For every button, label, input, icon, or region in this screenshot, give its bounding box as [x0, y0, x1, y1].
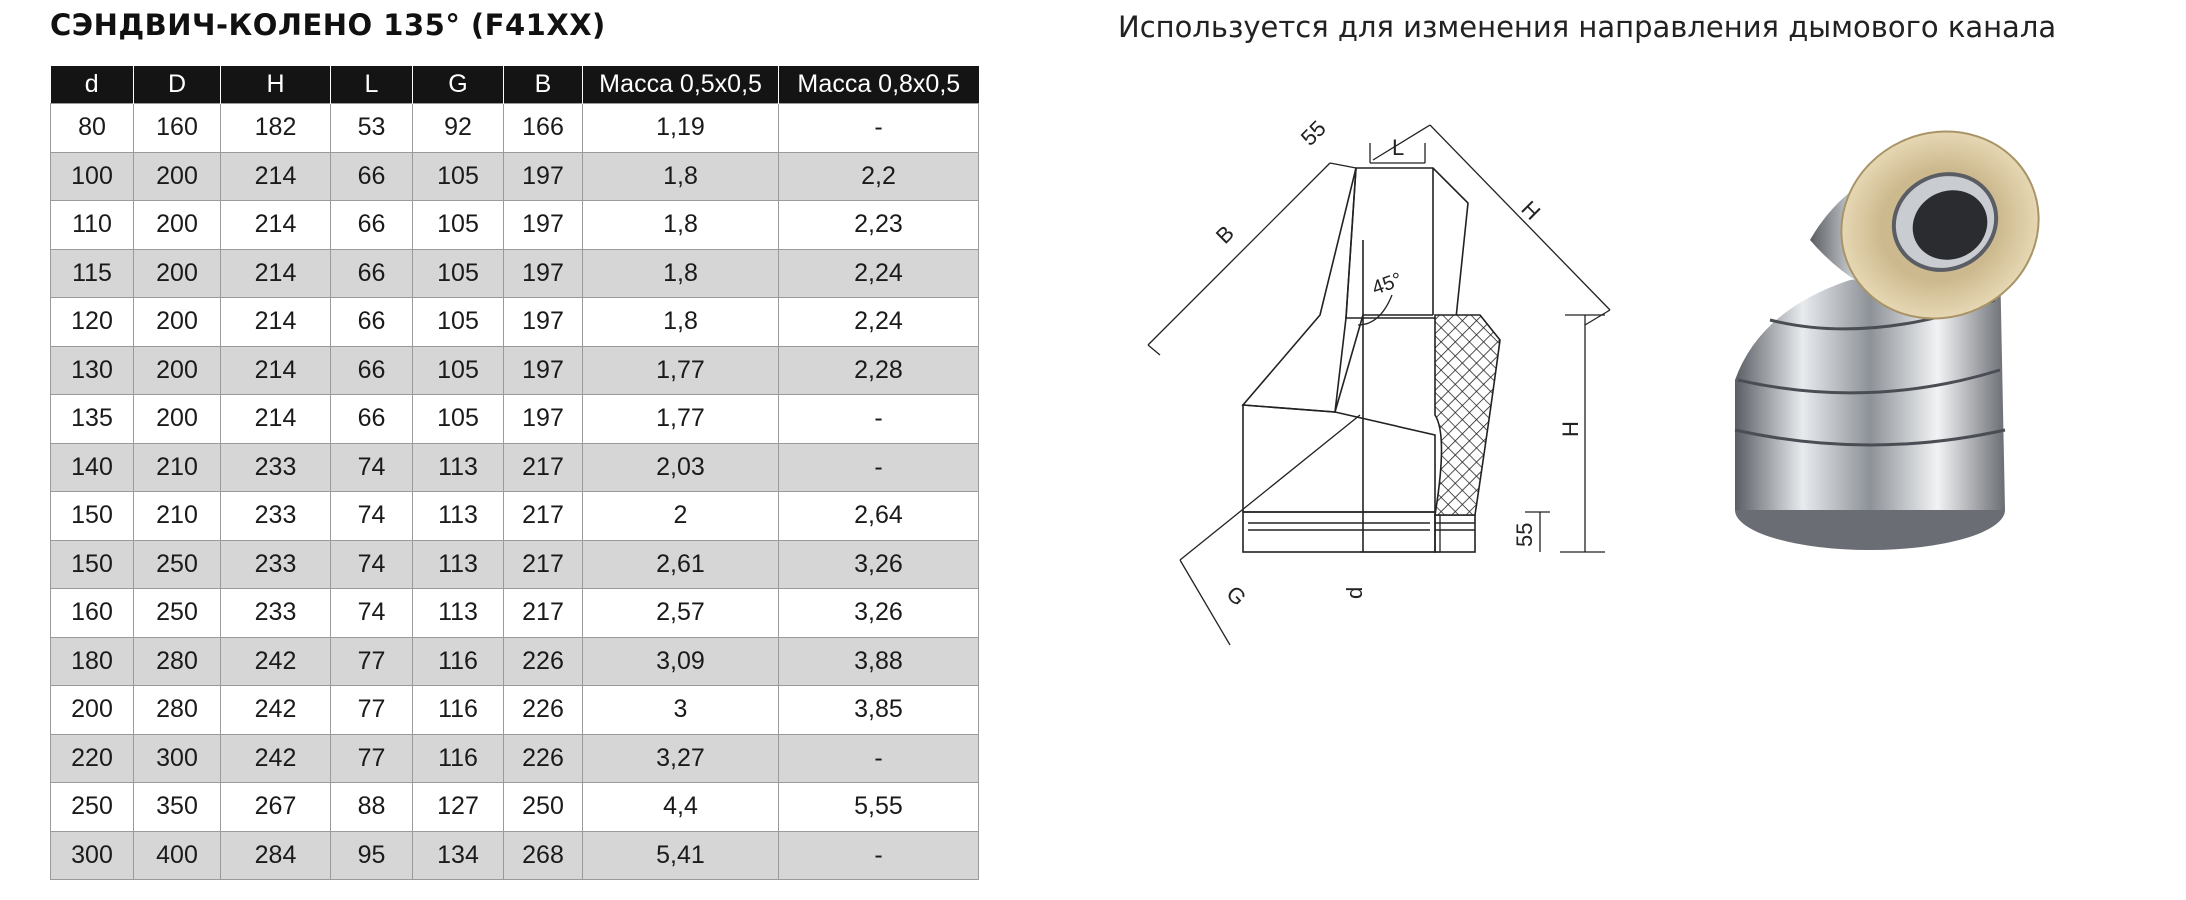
table-cell: 242 [221, 686, 331, 735]
table-cell: 2,64 [779, 492, 979, 541]
table-cell: 197 [504, 249, 583, 298]
table-cell: 233 [221, 443, 331, 492]
table-row [51, 152, 979, 201]
table-cell: 105 [413, 152, 504, 201]
table-cell: - [779, 104, 979, 153]
label-B: B [1210, 220, 1239, 249]
upper-segment [1346, 168, 1468, 318]
table-cell: 250 [134, 540, 221, 589]
table-header-row [51, 66, 979, 104]
table-cell: 233 [221, 540, 331, 589]
table-cell: 280 [134, 686, 221, 735]
table-cell: 214 [221, 395, 331, 444]
table-cell: 113 [413, 492, 504, 541]
column-header: Масса 0,5х0,5 [583, 66, 779, 104]
spec-table [50, 66, 979, 880]
table-cell: 77 [331, 686, 413, 735]
table-cell: 66 [331, 298, 413, 347]
table-cell: 77 [331, 734, 413, 783]
table-cell: 4,4 [583, 783, 779, 832]
label-H-diag: H [1516, 195, 1546, 225]
table-cell: 3,88 [779, 637, 979, 686]
table-cell: 113 [413, 540, 504, 589]
table-cell: 66 [331, 152, 413, 201]
table-cell: 214 [221, 298, 331, 347]
table-row [51, 637, 979, 686]
table-cell: 66 [331, 395, 413, 444]
page-subtitle: Используется для изменения направления дымового канала [1118, 10, 2057, 44]
column-header: H [221, 66, 331, 104]
table-cell: 1,77 [583, 395, 779, 444]
table-cell: 105 [413, 346, 504, 395]
table-cell: 3,26 [779, 589, 979, 638]
label-L: L [1392, 135, 1405, 160]
table-cell: 88 [331, 783, 413, 832]
table-row [51, 249, 979, 298]
table-cell: 116 [413, 637, 504, 686]
table-cell: 5,41 [583, 831, 779, 880]
table-cell: 300 [51, 831, 134, 880]
table-cell: 100 [51, 152, 134, 201]
table-cell: 116 [413, 686, 504, 735]
table-row [51, 443, 979, 492]
table-cell: 120 [51, 298, 134, 347]
table-cell: 226 [504, 637, 583, 686]
table-row [51, 492, 979, 541]
table-cell: 197 [504, 152, 583, 201]
table-cell: 226 [504, 734, 583, 783]
label-d: d [1342, 586, 1367, 599]
table-cell: 267 [221, 783, 331, 832]
table-cell: 242 [221, 734, 331, 783]
table-row [51, 346, 979, 395]
table-cell: 1,8 [583, 152, 779, 201]
table-cell: 350 [134, 783, 221, 832]
table-cell: 115 [51, 249, 134, 298]
table-cell: 1,8 [583, 298, 779, 347]
table-cell: 1,8 [583, 201, 779, 250]
table-cell: 2,2 [779, 152, 979, 201]
column-header: d [51, 66, 134, 104]
table-cell: 2,24 [779, 298, 979, 347]
table-cell: 3,85 [779, 686, 979, 735]
label-angle: 45° [1369, 268, 1406, 300]
table-cell: 130 [51, 346, 134, 395]
lower-segment [1243, 405, 1435, 512]
table-cell: 197 [504, 346, 583, 395]
table-cell: - [779, 734, 979, 783]
table-cell: 200 [51, 686, 134, 735]
table-cell: 214 [221, 201, 331, 250]
table-cell: 233 [221, 589, 331, 638]
table-cell: 95 [331, 831, 413, 880]
table-cell: 284 [221, 831, 331, 880]
table-cell: 300 [134, 734, 221, 783]
table-cell: 5,55 [779, 783, 979, 832]
table-cell: 250 [134, 589, 221, 638]
table-cell: 200 [134, 395, 221, 444]
table-cell: 127 [413, 783, 504, 832]
table-cell: 160 [134, 104, 221, 153]
table-cell: 226 [504, 686, 583, 735]
table-cell: 210 [134, 492, 221, 541]
table-cell: 3,27 [583, 734, 779, 783]
table-row [51, 298, 979, 347]
label-H-vert: H [1558, 421, 1583, 437]
table-cell: - [779, 443, 979, 492]
table-cell: 74 [331, 492, 413, 541]
label-55-top: 55 [1295, 115, 1331, 151]
table-cell: 182 [221, 104, 331, 153]
page-title: СЭНДВИЧ-КОЛЕНО 135° (F41XX) [50, 8, 606, 42]
column-header: Масса 0,8х0,5 [779, 66, 979, 104]
table-cell: 105 [413, 249, 504, 298]
technical-drawing [1130, 115, 1650, 675]
table-cell: 1,77 [583, 346, 779, 395]
table-cell: 66 [331, 201, 413, 250]
table-cell: 1,19 [583, 104, 779, 153]
table-cell: 2,23 [779, 201, 979, 250]
dim-B-line [1148, 163, 1330, 345]
table-cell: 217 [504, 540, 583, 589]
table-cell: 2 [583, 492, 779, 541]
table-cell: - [779, 831, 979, 880]
table-cell: 105 [413, 201, 504, 250]
table-cell: 105 [413, 298, 504, 347]
table-row [51, 201, 979, 250]
table-cell: 200 [134, 346, 221, 395]
table-cell: 197 [504, 201, 583, 250]
table-cell: 134 [413, 831, 504, 880]
table-cell: 66 [331, 346, 413, 395]
table-cell: 166 [504, 104, 583, 153]
table-cell: 74 [331, 540, 413, 589]
table-cell: 113 [413, 589, 504, 638]
table-cell: 2,24 [779, 249, 979, 298]
table-cell: 220 [51, 734, 134, 783]
table-cell: 53 [331, 104, 413, 153]
table-cell: 214 [221, 346, 331, 395]
table-cell: 2,61 [583, 540, 779, 589]
dim-G-line [1180, 415, 1360, 560]
table-row [51, 589, 979, 638]
table-row [51, 734, 979, 783]
table-cell: 233 [221, 492, 331, 541]
table-cell: 200 [134, 152, 221, 201]
table-cell: 217 [504, 443, 583, 492]
table-cell: 3,09 [583, 637, 779, 686]
table-cell: 214 [221, 249, 331, 298]
table-cell: 105 [413, 395, 504, 444]
table-cell: - [779, 395, 979, 444]
middle-segment [1243, 168, 1356, 412]
column-header: G [413, 66, 504, 104]
insulation-hatch [1435, 315, 1500, 515]
table-cell: 200 [134, 298, 221, 347]
table-row [51, 686, 979, 735]
table-cell: 250 [504, 783, 583, 832]
table-cell: 113 [413, 443, 504, 492]
table-cell: 92 [413, 104, 504, 153]
product-photo [1700, 130, 2080, 570]
column-header: B [504, 66, 583, 104]
column-header: D [134, 66, 221, 104]
table-cell: 1,8 [583, 249, 779, 298]
table-cell: 197 [504, 298, 583, 347]
table-cell: 180 [51, 637, 134, 686]
table-cell: 160 [51, 589, 134, 638]
table-cell: 2,57 [583, 589, 779, 638]
table-cell: 197 [504, 395, 583, 444]
table-row [51, 831, 979, 880]
label-55-bottom: 55 [1512, 522, 1537, 547]
table-cell: 268 [504, 831, 583, 880]
column-header: L [331, 66, 413, 104]
table-cell: 150 [51, 492, 134, 541]
table-cell: 74 [331, 589, 413, 638]
table-row [51, 783, 979, 832]
table-cell: 2,03 [583, 443, 779, 492]
table-cell: 217 [504, 589, 583, 638]
table-row [51, 104, 979, 153]
table-cell: 110 [51, 201, 134, 250]
table-cell: 66 [331, 249, 413, 298]
table-cell: 74 [331, 443, 413, 492]
table-cell: 135 [51, 395, 134, 444]
table-cell: 3 [583, 686, 779, 735]
label-G: G [1221, 580, 1252, 611]
table-cell: 280 [134, 637, 221, 686]
table-cell: 214 [221, 152, 331, 201]
table-cell: 140 [51, 443, 134, 492]
dim-H-diag-line [1430, 125, 1610, 310]
table-row [51, 395, 979, 444]
table-cell: 150 [51, 540, 134, 589]
table-cell: 77 [331, 637, 413, 686]
table-cell: 3,26 [779, 540, 979, 589]
table-body [51, 104, 979, 880]
table-cell: 250 [51, 783, 134, 832]
table-cell: 400 [134, 831, 221, 880]
table-cell: 217 [504, 492, 583, 541]
bottom-sleeve [1243, 512, 1435, 552]
table-cell: 200 [134, 201, 221, 250]
table-cell: 210 [134, 443, 221, 492]
table-cell: 116 [413, 734, 504, 783]
table-cell: 242 [221, 637, 331, 686]
table-cell: 2,28 [779, 346, 979, 395]
table-cell: 80 [51, 104, 134, 153]
table-row [51, 540, 979, 589]
table-cell: 200 [134, 249, 221, 298]
